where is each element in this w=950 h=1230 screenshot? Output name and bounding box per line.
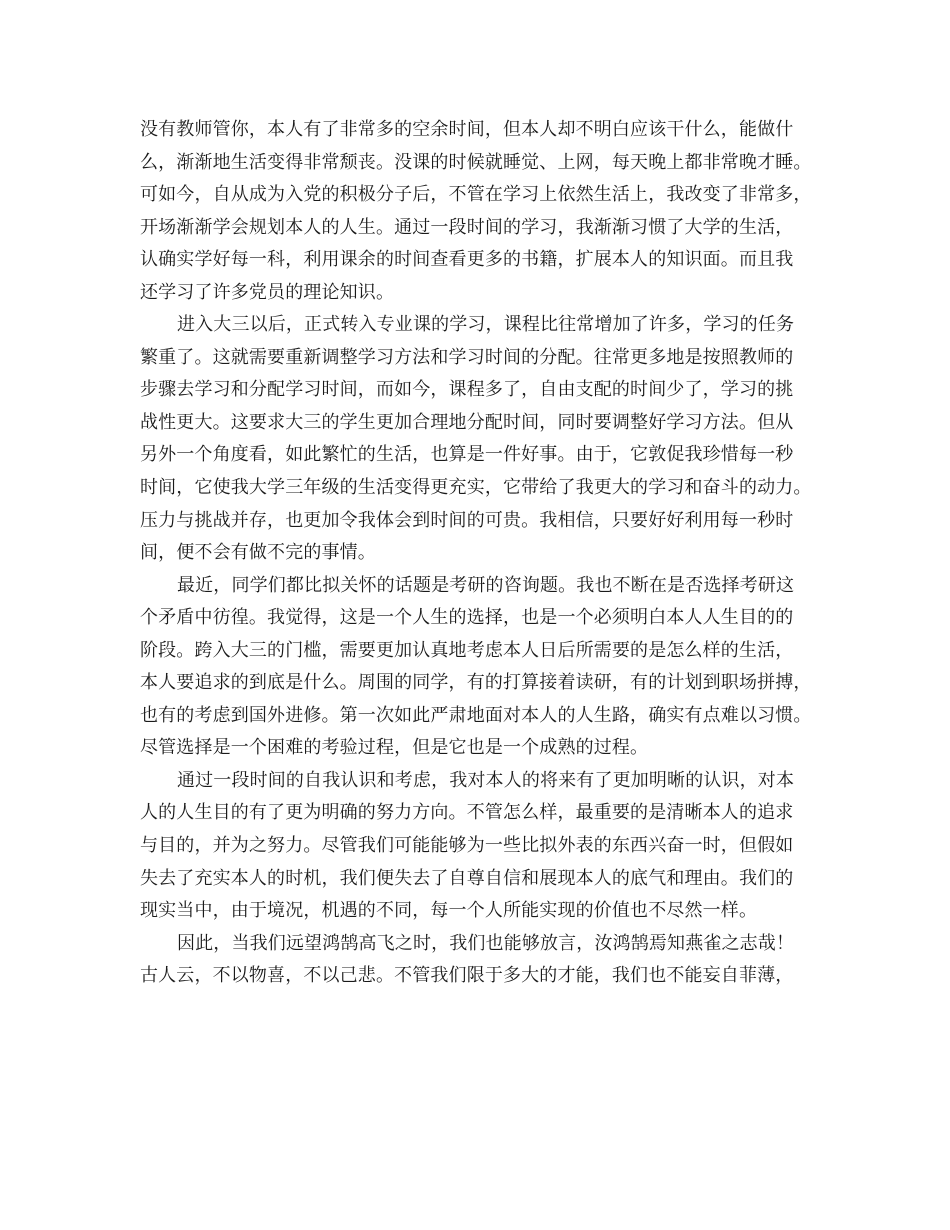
- text-line: 个矛盾中彷徨。我觉得，这是一个人生的选择，也是一个必须明白本人人生目的的: [140, 607, 794, 629]
- text-line: 尽管选择是一个困难的考验过程，但是它也是一个成熟的过程。: [140, 737, 649, 759]
- paragraph-first-line: 最近，同学们都比拟关怀的话题是考研的咨询题。我也不断在是否选择考研这: [177, 574, 795, 596]
- paragraph-first-line: 进入大三以后，正式转入专业课的学习，课程比往常增加了许多，学习的任务: [177, 314, 795, 336]
- text-line: 可如今，自从成为入党的积极分子后，不管在学习上依然生活上，我改变了非常多，: [140, 184, 812, 206]
- text-line: 本人要追求的到底是什么。周围的同学，有的打算接着读研，有的计划到职场拼搏，: [140, 672, 812, 694]
- text-line: 步骤去学习和分配学习时间，而如今，课程多了，自由支配的时间少了，学习的挑: [140, 379, 794, 401]
- text-line: 开场渐渐学会规划本人的人生。通过一段时间的学习，我渐渐习惯了大学的生活，: [140, 216, 794, 238]
- text-line: 压力与挑战并存，也更加令我体会到时间的可贵。我相信，只要好好利用每一秒时: [140, 509, 794, 531]
- text-line: 失去了充实本人的时机，我们便失去了自尊自信和展现本人的底气和理由。我们的: [140, 867, 794, 889]
- text-line: 没有教师管你，本人有了非常多的空余时间，但本人却不明白应该干什么，能做什: [140, 119, 794, 140]
- text-line: 与目的，并为之努力。尽管我们可能能够为一些比拟外表的东西兴奋一时，但假如: [140, 835, 794, 857]
- text-line: 古人云，不以物喜，不以己悲。不管我们限于多大的才能，我们也不能妄自菲薄，: [140, 965, 794, 987]
- text-line: 时间，它使我大学三年级的生活变得更充实，它带给了我更大的学习和奋斗的动力。: [140, 477, 812, 499]
- text-line: 现实当中，由于境况，机遇的不同，每一个人所能实现的价值也不尽然一样。: [140, 900, 758, 922]
- text-line: 另外一个角度看，如此繁忙的生活，也算是一件好事。由于，它敦促我珍惜每一秒: [140, 444, 794, 466]
- text-line: 还学习了许多党员的理论知识。: [140, 281, 395, 303]
- paragraph-first-line: 通过一段时间的自我认识和考虑，我对本人的将来有了更加明晰的认识，对本: [177, 769, 795, 791]
- paragraph-first-line: 因此，当我们远望鸿鹄高飞之时，我们也能够放言，汝鸿鹄焉知燕雀之志哉！: [177, 932, 795, 954]
- text-line: 认确实学好每一科，利用课余的时间查看更多的书籍，扩展本人的知识面。而且我: [140, 249, 794, 271]
- text-line: 么，渐渐地生活变得非常颓丧。没课的时候就睡觉、上网，每天晚上都非常晚才睡。: [140, 151, 812, 173]
- text-line: 间，便不会有做不完的事情。: [140, 542, 376, 564]
- text-line: 人的人生目的有了更为明确的努力方向。不管怎么样，最重要的是清晰本人的追求: [140, 802, 794, 824]
- text-line: 战性更大。这要求大三的学生更加合理地分配时间，同时要调整好学习方法。但从: [140, 411, 794, 433]
- text-line: 阶段。跨入大三的门槛，需要更加认真地考虑本人日后所需要的是怎么样的生活，: [140, 639, 794, 661]
- document-body-text: [140, 114, 810, 993]
- text-line: 也有的考虑到国外进修。第一次如此严肃地面对本人的人生路，确实有点难以习惯。: [140, 704, 812, 726]
- text-line: 繁重了。这就需要重新调整学习方法和学习时间的分配。往常更多地是按照教师的: [140, 346, 794, 368]
